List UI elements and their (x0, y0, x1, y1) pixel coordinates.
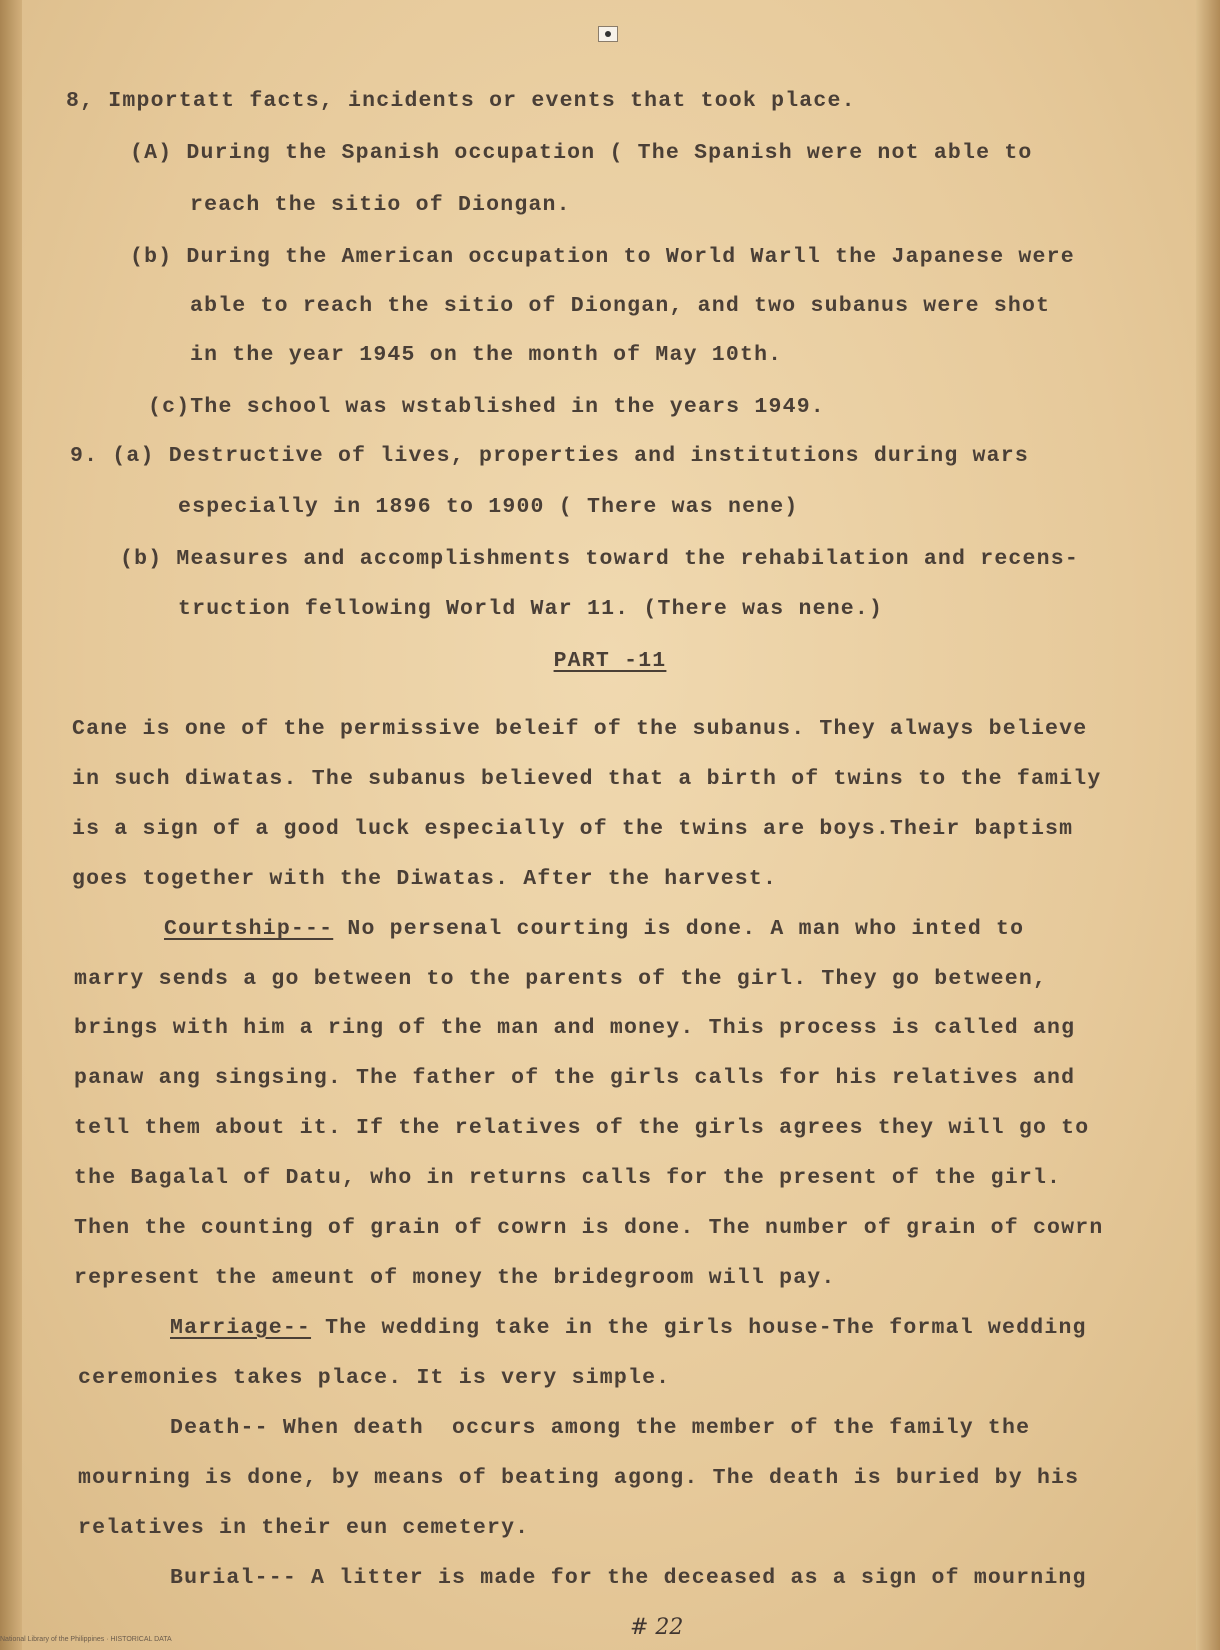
item-9a-line2: especially in 1896 to 1900 ( There was nene) (178, 495, 799, 519)
item-8b-line1: (b) During the American occupation to World Warll the Japanese were (130, 245, 1075, 269)
marriage-label: Marriage-- (170, 1316, 312, 1340)
item-8-heading: 8, Importatt facts, incidents or events that took place. (66, 89, 856, 113)
courtship-first-text: No persenal courting is done. A man who inted to (333, 917, 1025, 941)
courtship-label: Courtship--- (164, 917, 334, 941)
courtship-line: panaw ang singsing. The father of the girls calls for his relatives and (74, 1066, 1076, 1090)
belief-line-2: in such diwatas. The subanus believed that a birth of twins to the family (72, 767, 1102, 791)
item-9b-line1: (b) Measures and accomplishments toward the rehabilation and recens- (120, 547, 1079, 571)
death-label: Death-- (170, 1416, 269, 1440)
item-9a-line1: 9. (a) Destructive of lives, properties and institutions during wars (70, 444, 1029, 468)
marriage-first-text: The wedding take in the girls house-The formal wedding (311, 1316, 1087, 1340)
item-8a-line1: (A) During the Spanish occupation ( The Spanish were not able to (130, 141, 1033, 165)
burial-label: Burial--- (170, 1566, 297, 1590)
courtship-first-line (164, 916, 1024, 942)
marriage-line: ceremonies takes place. It is very simple. (78, 1366, 671, 1390)
courtship-line: tell them about it. If the relatives of the girls agrees they will go to (74, 1116, 1090, 1140)
binding-edge-right (1196, 0, 1220, 1650)
burial-first-line (170, 1565, 1087, 1591)
item-8a-line2: reach the sitio of Diongan. (190, 193, 571, 217)
courtship-line: the Bagalal of Datu, who in returns calls for the present of the girl. (74, 1166, 1062, 1190)
courtship-line: brings with him a ring of the man and money. This process is called ang (74, 1016, 1076, 1040)
death-line: relatives in their eun cemetery. (78, 1516, 530, 1540)
page-marker-icon (598, 26, 618, 42)
page-number: # 22 (630, 1615, 684, 1640)
courtship-line: Then the counting of grain of cowrn is done. The number of grain of cowrn (74, 1216, 1104, 1240)
binding-edge-left (0, 0, 22, 1650)
belief-line-4: goes together with the Diwatas. After the harvest. (72, 867, 778, 891)
archive-credit: National Library of the Philippines · HISTORICAL DATA (0, 1636, 172, 1643)
courtship-line: represent the ameunt of money the bridegroom will pay. (74, 1266, 836, 1290)
item-9b-line2: truction fellowing World War 11. (There was nene.) (178, 597, 884, 621)
part-heading: PART -11 (553, 649, 667, 673)
death-first-line (170, 1415, 1030, 1441)
marriage-first-line (170, 1315, 1087, 1341)
item-8b-line3: in the year 1945 on the month of May 10th. (190, 343, 783, 367)
burial-first-text: A litter is made for the deceased as a sign of mourning (296, 1566, 1087, 1590)
item-8c: (c)The school was wstablished in the years 1949. (148, 395, 825, 419)
belief-line-1: Cane is one of the permissive beleif of the subanus. They always believe (72, 717, 1088, 741)
death-first-text: When death occurs among the member of the family the (268, 1416, 1031, 1440)
belief-line-3: is a sign of a good luck especially of the twins are boys.Their baptism (72, 817, 1074, 841)
death-line: mourning is done, by means of beating agong. The death is buried by his (78, 1466, 1080, 1490)
courtship-line: marry sends a go between to the parents of the girl. They go between, (74, 967, 1048, 991)
item-8b-line2: able to reach the sitio of Diongan, and two subanus were shot (190, 294, 1051, 318)
